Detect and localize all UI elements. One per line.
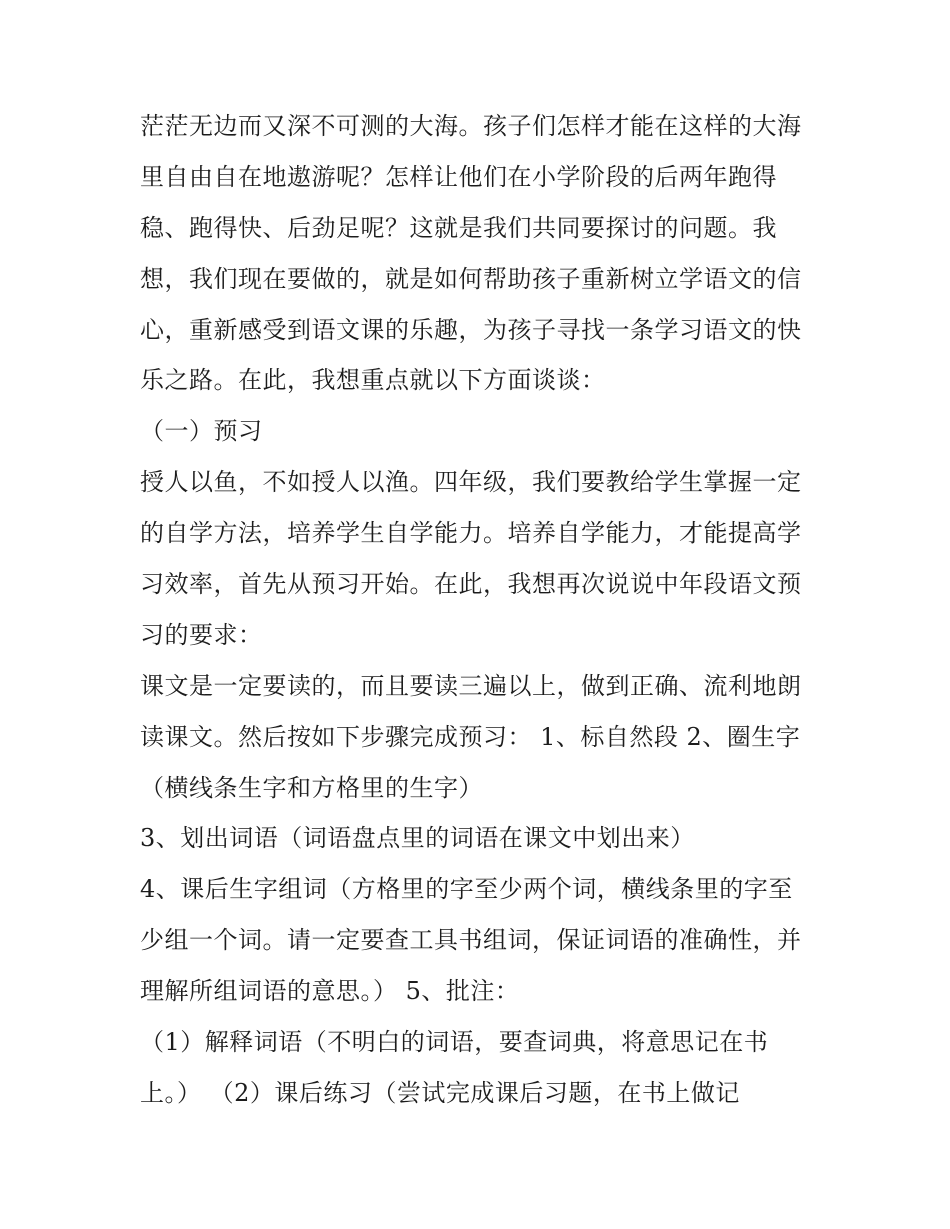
text-line: 茫茫无边而又深不可测的大海。孩子们怎样才能在这样的大海 [140,112,802,140]
text-line: 想，我们现在要做的，就是如何帮助孩子重新树立学语文的信 [140,264,802,293]
text-line: 4、课后生字组词（方格里的字至少两个词，横线条里的字至 [140,875,793,904]
text-line: 上。） （2）课后练习（尝试完成课后习题，在书上做记 [140,1078,740,1107]
text-line: 理解所组词语的意思。） 5、批注： [140,977,520,1006]
text-line: 读课文。然后按如下步骤完成预习： 1、标自然段 2、圈生字 [140,722,801,751]
text-line: 授人以鱼，不如授人以渔。四年级，我们要教给学生掌握一定 [140,468,802,497]
text-line: 里自由自在地遨游呢？怎样让他们在小学阶段的后两年跑得 [140,162,777,191]
text-line: （横线条生字和方格里的生字） [140,773,483,802]
text-line: 稳、跑得快、后劲足呢？这就是我们共同要探讨的问题。我 [140,213,777,242]
text-line: 心，重新感受到语文课的乐趣，为孩子寻找一条学习语文的快 [140,315,802,344]
text-line: 少组一个词。请一定要查工具书组词，保证词语的准确性，并 [140,926,802,955]
text-line: 课文是一定要读的，而且要读三遍以上，做到正确、流利地朗 [140,671,802,700]
text-line: 习效率，首先从预习开始。在此，我想再次说说中年段语文预 [140,570,802,599]
text-line: 乐之路。在此，我想重点就以下方面谈谈： [140,366,606,395]
section-heading: （一）预习 [140,417,263,446]
document-body [140,101,820,1119]
text-line: 的自学方法，培养学生自学能力。培养自学能力，才能提高学 [140,519,802,548]
text-line: 3、划出词语（词语盘点里的词语在课文中划出来） [140,824,695,853]
text-line: 习的要求： [140,620,263,649]
text-line: （1）解释词语（不明白的词语，要查词典，将意思记在书 [140,1028,769,1057]
